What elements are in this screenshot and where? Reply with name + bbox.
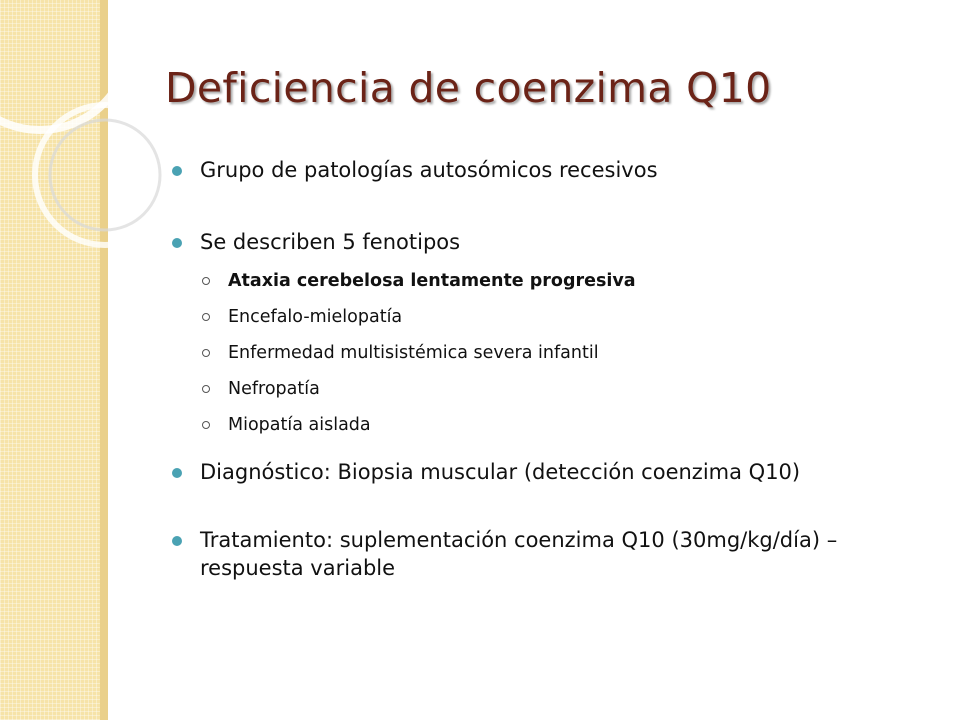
bullet-dot-icon <box>172 536 182 546</box>
bullet-dot-icon <box>172 238 182 248</box>
bullet-dot-icon <box>172 166 182 176</box>
sub-bullet-ring-icon <box>202 277 210 285</box>
sub-item <box>172 306 932 328</box>
bullet-item <box>172 228 932 256</box>
sub-bullet-ring-icon <box>202 385 210 393</box>
bullet-item <box>172 526 932 582</box>
sub-item <box>172 270 932 292</box>
sub-list <box>172 270 932 436</box>
sub-item-text: Miopatía aislada <box>228 415 371 435</box>
sub-bullet-ring-icon <box>202 313 210 321</box>
bullet-text: Tratamiento: suplementación coenzima Q10 (30mg/kg/día) – respuesta variable <box>200 528 838 580</box>
bullet-item <box>172 156 932 184</box>
sub-item <box>172 342 932 364</box>
deco-circle-inner <box>50 120 160 230</box>
sub-bullet-ring-icon <box>202 421 210 429</box>
slide-title: Deficiencia de coenzima Q10 <box>165 64 772 112</box>
sub-item-text: Nefropatía <box>228 379 320 399</box>
sub-item-text: Ataxia cerebelosa lentamente progresiva <box>228 271 636 291</box>
slide-content <box>172 152 932 582</box>
sub-item-text: Encefalo-mielopatía <box>228 307 403 327</box>
sub-item <box>172 414 932 436</box>
bullet-text: Grupo de patologías autosómicos recesivos <box>200 158 658 182</box>
deco-circle-large <box>0 0 130 130</box>
bullet-text: Diagnóstico: Biopsia muscular (detección coenzima Q10) <box>200 460 801 484</box>
sub-item <box>172 378 932 400</box>
sub-bullet-ring-icon <box>202 349 210 357</box>
bullet-item <box>172 458 932 486</box>
bullet-text: Se describen 5 fenotipos <box>200 230 461 254</box>
sub-item-text: Enfermedad multisistémica severa infantil <box>228 343 599 363</box>
bullet-dot-icon <box>172 468 182 478</box>
deco-circle-small <box>35 105 175 245</box>
